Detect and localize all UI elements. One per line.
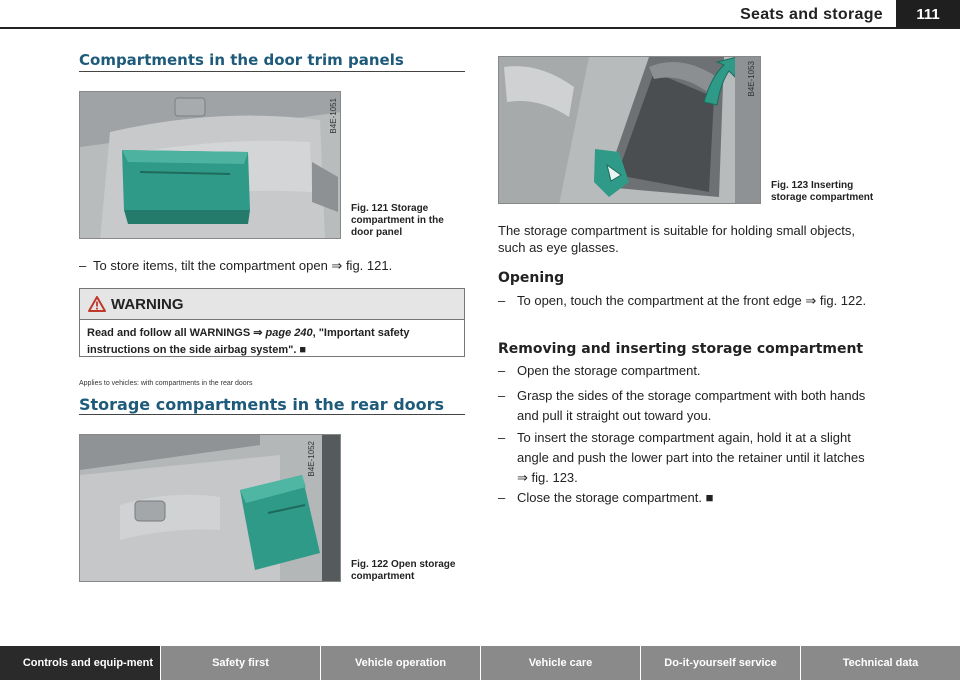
opening-step — [498, 291, 878, 311]
footer-chapter-tabs — [0, 646, 960, 680]
page-number: 111 — [896, 0, 960, 27]
warning-page-link[interactable]: page 240 — [265, 327, 313, 339]
running-header-title: Seats and storage — [740, 6, 883, 23]
step-dash: – — [498, 490, 506, 505]
figure-code: B4E-1053 — [747, 61, 756, 97]
step-dash: – — [498, 388, 506, 403]
step-text: To open, touch the compartment at the front edge ⇒ fig. 122. — [517, 293, 867, 308]
warning-header — [80, 289, 464, 320]
step-dash: – — [498, 430, 506, 445]
warning-title: WARNING — [111, 295, 184, 313]
figure-122-rear-door — [79, 434, 341, 582]
step-text: Open the storage compartment. — [517, 363, 701, 378]
warning-triangle-icon — [88, 296, 106, 312]
figure-code: B4E-1052 — [307, 441, 316, 477]
heading-opening: Opening — [498, 270, 565, 286]
removing-step — [498, 386, 878, 426]
figure-121-caption: Fig. 121 Storage compartment in the door panel — [351, 203, 444, 238]
warning-suffix: , "Important safety instructions on the side airbag system". ■ — [87, 327, 410, 356]
step-text: To insert the storage compartment again, hold it at a slight angle and push the lower part into the retainer until it latches ⇒ fig. 123. — [517, 430, 865, 485]
step-text: Grasp the sides of the storage compartment with both hands and pull it straight out toward you. — [517, 388, 866, 423]
figure-121-door-panel — [79, 91, 341, 239]
footer-tab-vehicle-care[interactable]: Vehicle care — [481, 646, 641, 680]
figure-122-caption: Fig. 122 Open storage compartment — [351, 559, 456, 582]
footer-tab-safety[interactable]: Safety first — [161, 646, 321, 680]
warning-prefix: Read and follow all WARNINGS ⇒ — [87, 327, 266, 339]
applies-to-note: Applies to vehicles: with compartments in the rear doors — [79, 380, 253, 387]
figure-123-caption: Fig. 123 Inserting storage compartment — [771, 180, 874, 203]
step-dash: – — [498, 363, 506, 378]
door-panel-illustration — [80, 92, 341, 239]
step-text: To store items, tilt the compartment open ⇒ fig. 121. — [93, 258, 393, 273]
rear-door-illustration — [80, 435, 341, 582]
footer-tab-diy-service[interactable]: Do-it-yourself service — [641, 646, 801, 680]
footer-tab-controls[interactable]: Controls and equip-ment — [0, 646, 161, 680]
footer-tab-vehicle-operation[interactable]: Vehicle operation — [321, 646, 481, 680]
warning-box — [79, 288, 465, 357]
step-tilt-open — [79, 256, 469, 276]
step-dash: – — [498, 293, 506, 308]
section-rule — [79, 414, 465, 415]
section-title-rear-doors: Storage compartments in the rear doors — [79, 395, 445, 414]
figure-code: B4E-1051 — [329, 98, 338, 134]
footer-tab-technical-data[interactable]: Technical data — [801, 646, 960, 680]
section-rule — [79, 71, 465, 72]
removing-step — [498, 361, 878, 381]
step-dash: – — [79, 258, 87, 273]
figure-123-inserting — [498, 56, 761, 204]
section-title-door-trim: Compartments in the door trim panels — [79, 51, 404, 69]
header-rule — [0, 27, 960, 29]
step-text: Close the storage compartment. ■ — [517, 490, 714, 505]
warning-text — [80, 320, 464, 364]
intro-paragraph: The storage compartment is suitable for holding small objects, such as eye glasses. — [498, 223, 855, 255]
heading-removing-inserting: Removing and inserting storage compartment — [498, 341, 864, 357]
inserting-illustration — [499, 57, 761, 204]
removing-step — [498, 488, 878, 508]
removing-step — [498, 428, 878, 488]
